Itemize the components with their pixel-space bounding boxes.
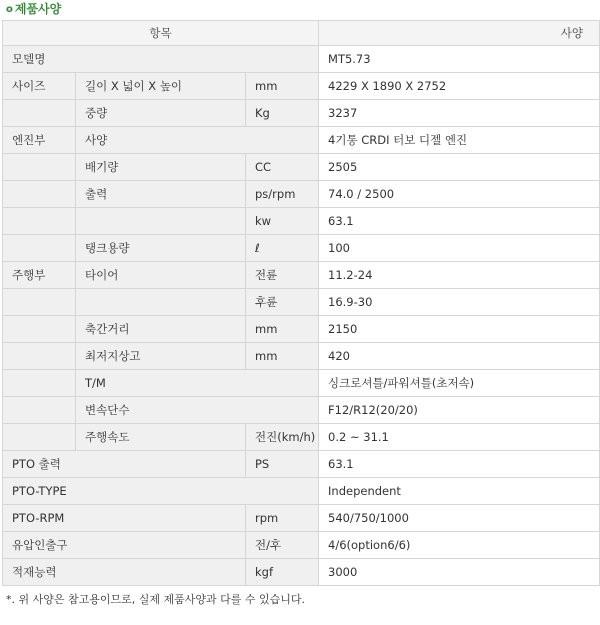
row-label: 축간거리 — [76, 316, 246, 343]
row-category — [3, 370, 76, 397]
row-label: PTO-TYPE — [3, 478, 319, 505]
pto-type-row — [3, 478, 600, 505]
transmission-row — [3, 370, 600, 397]
spec-table-body — [3, 46, 600, 586]
pto-output-row — [3, 451, 600, 478]
row-unit: 전/후 — [246, 532, 319, 559]
row-value: 4/6(option6/6) — [319, 532, 600, 559]
row-value: 540/750/1000 — [319, 505, 600, 532]
circle-bullet-icon: o — [6, 4, 13, 15]
displacement-row — [3, 154, 600, 181]
row-value: 3237 — [319, 100, 600, 127]
row-category — [3, 181, 76, 208]
row-category — [3, 424, 76, 451]
row-unit: 후륜 — [246, 289, 319, 316]
row-unit: CC — [246, 154, 319, 181]
row-label: 적재능력 — [3, 559, 246, 586]
row-unit: kgf — [246, 559, 319, 586]
weight-row — [3, 100, 600, 127]
row-value: 11.2-24 — [319, 262, 600, 289]
row-label: 변속단수 — [76, 397, 319, 424]
row-value: MT5.73 — [319, 46, 600, 73]
row-label: 출력 — [76, 181, 246, 208]
row-label: 배기량 — [76, 154, 246, 181]
row-unit: mm — [246, 73, 319, 100]
spec-table — [2, 20, 600, 586]
row-unit: kw — [246, 208, 319, 235]
row-value: 2505 — [319, 154, 600, 181]
row-label: 유압인출구 — [3, 532, 246, 559]
row-category — [3, 154, 76, 181]
row-unit: ps/rpm — [246, 181, 319, 208]
tire-front-row — [3, 262, 600, 289]
row-value: 420 — [319, 343, 600, 370]
row-value: 100 — [319, 235, 600, 262]
pto-rpm-row — [3, 505, 600, 532]
row-unit: rpm — [246, 505, 319, 532]
row-label: 타이어 — [76, 262, 246, 289]
output-kw-row — [3, 208, 600, 235]
row-category: 사이즈 — [3, 73, 76, 100]
section-title-text: 제품사양 — [14, 2, 62, 16]
row-value: 3000 — [319, 559, 600, 586]
row-unit: Kg — [246, 100, 319, 127]
row-label: 중량 — [76, 100, 246, 127]
row-label: 길이 X 넓이 X 높이 — [76, 73, 246, 100]
tire-rear-row — [3, 289, 600, 316]
row-value: Independent — [319, 478, 600, 505]
gear-steps-row — [3, 397, 600, 424]
row-label — [76, 208, 246, 235]
size-row — [3, 73, 600, 100]
row-category: 엔진부 — [3, 127, 76, 154]
row-value: F12/R12(20/20) — [319, 397, 600, 424]
ground-clearance-row — [3, 343, 600, 370]
row-unit: mm — [246, 343, 319, 370]
row-value: 74.0 / 2500 — [319, 181, 600, 208]
row-label: 사양 — [76, 127, 319, 154]
row-label: 주행속도 — [76, 424, 246, 451]
header-item: 항목 — [3, 21, 319, 46]
table-header-row — [3, 21, 600, 46]
row-category — [3, 289, 76, 316]
row-category — [3, 397, 76, 424]
wheelbase-row — [3, 316, 600, 343]
load-capacity-row — [3, 559, 600, 586]
row-value: 0.2 ~ 31.1 — [319, 424, 600, 451]
row-unit: 전진(km/h) — [246, 424, 319, 451]
row-label: 탱크용량 — [76, 235, 246, 262]
row-category — [3, 235, 76, 262]
section-title — [0, 0, 600, 20]
row-value: 63.1 — [319, 208, 600, 235]
row-category: 주행부 — [3, 262, 76, 289]
row-unit: ℓ — [246, 235, 319, 262]
row-category — [3, 208, 76, 235]
row-value: 63.1 — [319, 451, 600, 478]
row-value: 4229 X 1890 X 2752 — [319, 73, 600, 100]
model-row — [3, 46, 600, 73]
row-unit: PS — [246, 451, 319, 478]
row-label: T/M — [76, 370, 319, 397]
row-label: PTO 출력 — [3, 451, 246, 478]
row-unit: mm — [246, 316, 319, 343]
row-unit: 전륜 — [246, 262, 319, 289]
row-category — [3, 343, 76, 370]
row-category — [3, 100, 76, 127]
row-value: 싱크로셔틀/파워셔틀(초저속) — [319, 370, 600, 397]
row-value: 2150 — [319, 316, 600, 343]
row-label: 최저지상고 — [76, 343, 246, 370]
tank-row — [3, 235, 600, 262]
row-value: 4기통 CRDI 터보 디젤 엔진 — [319, 127, 600, 154]
engine-spec-row — [3, 127, 600, 154]
disclaimer-note: *. 위 사양은 참고용이므로, 실제 제품사양과 다를 수 있습니다. — [6, 593, 305, 606]
row-category — [3, 316, 76, 343]
row-label: 모델명 — [3, 46, 319, 73]
row-label — [76, 289, 246, 316]
speed-row — [3, 424, 600, 451]
output-ps-row — [3, 181, 600, 208]
hydraulic-outlet-row — [3, 532, 600, 559]
row-label: PTO-RPM — [3, 505, 246, 532]
row-value: 16.9-30 — [319, 289, 600, 316]
header-spec: 사양 — [319, 21, 600, 46]
